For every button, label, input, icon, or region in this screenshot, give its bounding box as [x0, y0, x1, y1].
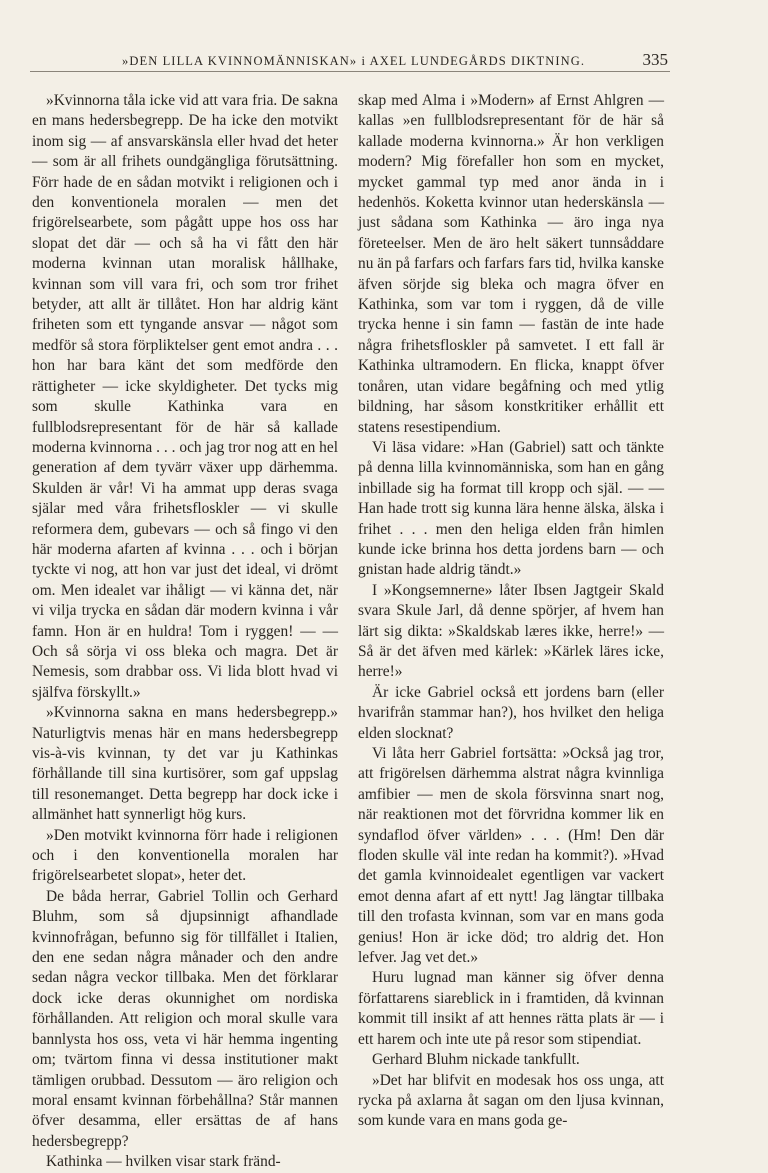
paragraph-text: Är icke Gabriel också ett jordens barn (eller hvarifrån stammar han?), hos hvilket den heliga elden slocknat? [358, 683, 664, 742]
paragraph [358, 438, 664, 581]
paragraph [358, 683, 664, 744]
paragraph-text: »Kvinnorna sakna en mans hedersbegrepp.» Naturligtvis menas här en mans hedersbegrepp vis-à-vis kvinnan, ty det var ju Kathinkas förhållande till sina kurtisörer, som gaf uppslag till resonemanget. Detta begrepp har dock icke i allmänhet hatt synnerligt hög kurs. [32, 704, 338, 824]
paragraph [358, 1071, 664, 1132]
paragraph-text: Vi läsa vidare: »Han (Gabriel) satt och tänkte på denna lilla kvinnomänniska, som han en gång inbillade sig ha format till kropp och själ. — — Han hade trott sig kunna lära henne älska, älska i frihet . . . men den heliga elden från himlen kunde icke brinna hos detta jordens barn — och gnistan hade aldrig tändt.» [358, 438, 664, 579]
paragraph-text: Gerhard Bluhm nickade tankfullt. [372, 1051, 580, 1069]
paragraph-text: »Den motvikt kvinnorna förr hade i religionen och i den konventionella moralen har frigörelsearbetet slopat», heter det. [32, 826, 338, 885]
paragraph [32, 703, 338, 825]
page-header [30, 46, 670, 72]
left-column [32, 91, 338, 1173]
paragraph [358, 1050, 664, 1070]
paragraph [358, 744, 664, 968]
paragraph-text: »Det har blifvit en modesak hos oss unga, att rycka på axlarna åt sagan om den ljusa kvinnan, som kunde vara en mans goda ge- [358, 1071, 664, 1130]
paragraph [358, 91, 664, 438]
paragraph-text: Vi låta herr Gabriel fortsätta: »Också jag tror, att frigörelsen därhemma alstrat några kvinnliga amfibier — men de skola försvinna snart nog, när reaktionen mot det förvridna kommer lik en syndaflod öfver världen» . . . (Hm! Den där floden skulle väl inte redan ha kommit?). »Hvad det gamla kvinnoidealet egentligen var vackert emot denna afart af ett nytt! Jag längtar tillbaka till den trofasta kvinnan, som var en mans goda genius! Hon är icke död; tro aldrig det. Hon lefver. Jag vet det.» [358, 745, 664, 967]
paragraph [358, 581, 664, 683]
header-rule [30, 71, 670, 72]
paragraph [358, 968, 664, 1050]
running-title: »DEN LILLA KVINNOMÄNNISKAN» i AXEL LUNDEGÅRDS DIKTNING. [122, 54, 586, 68]
paragraph-text: Huru lugnad man känner sig öfver denna författarens siareblick in i framtiden, då kvinnan kommit till insikt af att hennes rätta plats är — i ett harem och inte ute på resor som stipendiat. [358, 969, 664, 1048]
paragraph-text: I »Kongsemnerne» låter Ibsen Jagtgeir Skald svara Skule Jarl, då denne spörjer, af hvem han lärt sig dikta: »Skaldskab læres ikke, herre!» — Så är det äfven med kärlek: »Kärlek läres icke, herre!» [358, 581, 664, 681]
page-number: 335 [642, 50, 668, 69]
paragraph [32, 887, 338, 1152]
paragraph-text: Kathinka — hvilken visar stark fränd- [46, 1153, 281, 1171]
right-column [358, 91, 664, 1132]
paragraph [32, 1152, 338, 1172]
paragraph [32, 91, 338, 703]
paragraph-text: »Kvinnorna tåla icke vid att vara fria. De sakna en mans hedersbegrepp. De ha icke den motvikt inom sig — af ansvarskänsla eller hvad det heter — som är all frihets oundgängliga förutsättning. Förr hade de en sådan motvikt i religionen och i den konventionela moralen — men det frigörelsearbete, som pågått uppe hos oss har slopat det där — och så ha vi fått den här moderna kvinnan utan moralisk hållhake, kvinnan som vill vara fri, och som tror frihet betyder, att allt är tillåtet. Hon har aldrig känt friheten som ett tyngande ansvar — något som medför så stora förpliktelser gent emot andra . . . hon har bara känt det som medförde den rättigheter — icke skyldigheter. Det tycks mig som skulle Kathinka vara en fullblodsrepresentant för de här så kallade moderna kvinnorna . . . och jag tror nog att en hel generation af dem tyvärr växer upp därhemma. Skulden är vår! Vi ha ammat upp deras svaga själar med våra frihetsfloskler — vi skulle reformera dem, gubevars — och så fingo vi den här moderna afarten af kvinna . . . och i början tyckte vi nog, att hon var just det ideal, vi drömt om. Men idealet var ihåligt — vi känna det, när vi vilja trycka en sådan där modern kvinna i vår famn. Hon är en huldra! Tom i ryggen! — — Och så sörja vi oss bleka och magra. Det är Nemesis, som drabbar oss. Vi lida blott hvad vi själfva förskyllt.» [32, 92, 338, 701]
paragraph-text: De båda herrar, Gabriel Tollin och Gerhard Bluhm, som så djupsinnigt afhandlade kvinnofrågan, befunno sig för tillfället i Italien, den ene sedan några månader och den andre sedan några veckor tillbaka. Men det förklarar dock icke deras okunnighet om nordiska förhållanden. Att religion och moral skulle vara bannlysta hos oss, veta vi här hemma ingenting om; tvärtom finna vi dessa institutioner makt tämligen orubbad. Dessutom — äro religion och moral ensamt kvinnan förbehållna? Står mannen öfver desamma, eller ersättas de af hans hedersbegrepp? [32, 887, 338, 1150]
paragraph-text: skap med Alma i »Modern» af Ernst Ahlgren — kallas »en fullblodsrepresentant för de här så kallade moderna kvinnorna.» Är hon verkligen modern? Mig förefaller hon som en mycket, mycket gammal typ med anor ända in i hedenhös. Koketta kvinnor utan hederskänsla — just sådana som Kathinka — äro inga nya företeelser. Men de äro helt säkert tunnsåddare nu än på farfars och farfars fars tid, hvilka kanske äfven sörjde sig bleka och magra öfver en Kathinka, som var tom i ryggen, då de ville trycka henne i sin famn — fastän de inte hade några frihetsfloskler på samvetet. I ett fall är Kathinka ultramodern. En flicka, knappt öfver tonåren, utan vidare begåfning och med ytlig bildning, har såsom konstkritiker erhållit ett statens resestipendium. [358, 92, 664, 436]
paragraph [32, 826, 338, 887]
